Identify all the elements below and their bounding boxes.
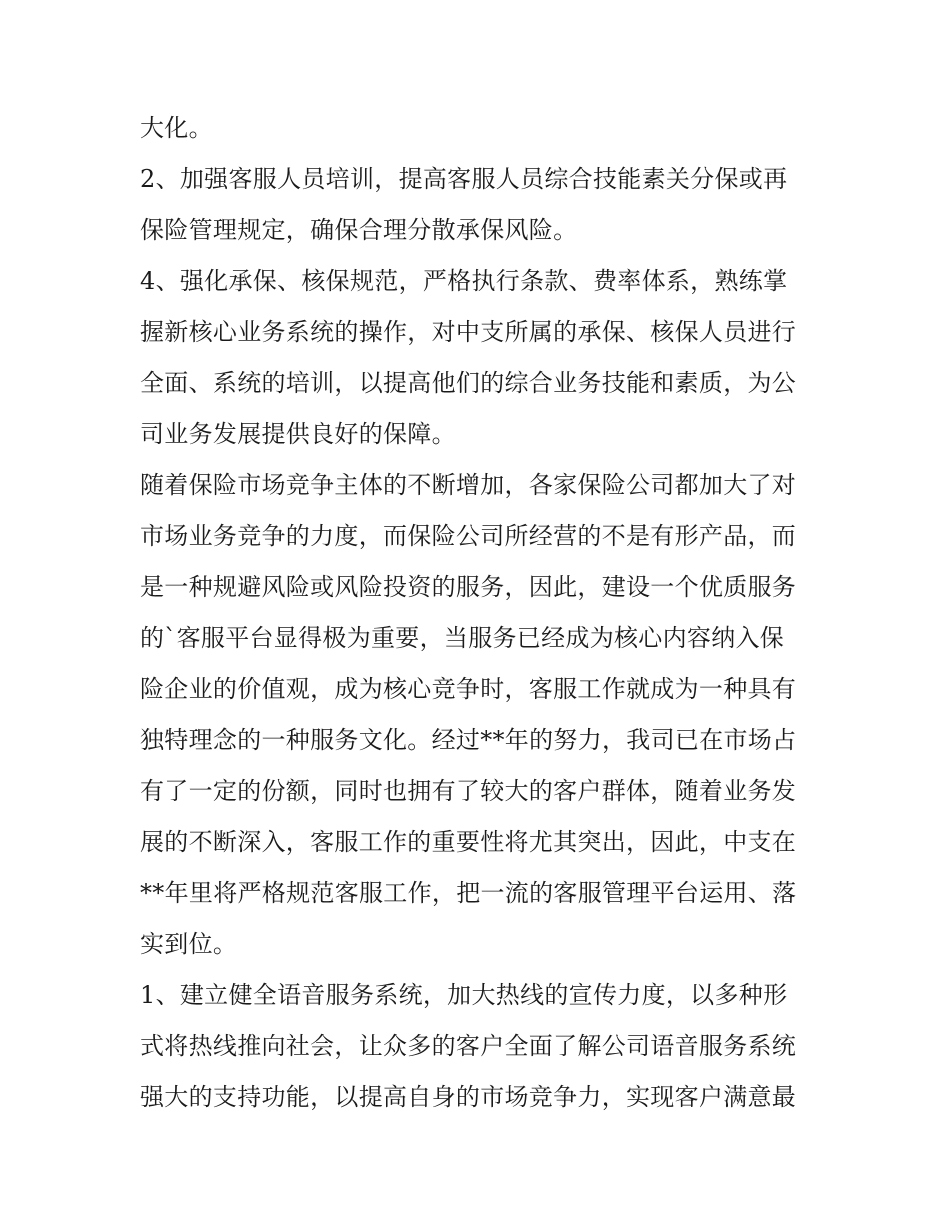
- text-line: 险企业的价值观，成为核心竞争时，客服工作就成为一种具有: [140, 675, 797, 703]
- text-line: 保险管理规定，确保合理分散承保风险。: [140, 216, 578, 244]
- text-line: 市场业务竞争的力度，而保险公司所经营的不是有形产品，而: [140, 522, 797, 550]
- text-line: 是一种规避风险或风险投资的服务，因此，建设一个优质服务: [140, 573, 797, 601]
- text-line: 握新核心业务系统的操作，对中支所属的承保、核保人员进行: [140, 318, 797, 346]
- text-line: 实到位。: [140, 930, 238, 958]
- text-line: 展的不断深入，客服工作的重要性将尤其突出，因此，中支在: [140, 828, 797, 856]
- text-line: 有了一定的份额，同时也拥有了较大的客户群体，随着业务发: [140, 777, 797, 805]
- text-line: 随着保险市场竞争主体的不断增加，各家保险公司都加大了对: [140, 471, 797, 499]
- text-line: 司业务发展提供良好的保障。: [140, 420, 456, 448]
- text-line: 独特理念的一种服务文化。经过**年的努力，我司已在市场占: [140, 726, 797, 754]
- text-line: 全面、系统的培训，以提高他们的综合业务技能和素质，为公: [140, 369, 797, 397]
- text-line: 大化。: [140, 114, 213, 142]
- text-line: 2、加强客服人员培训，提高客服人员综合技能素关分保或再: [140, 165, 788, 193]
- text-line: 4、强化承保、核保规范，严格执行条款、费率体系，熟练掌: [140, 267, 788, 295]
- text-line: 1、建立健全语音服务系统，加大热线的宣传力度，以多种形: [140, 981, 788, 1009]
- text-line: 式将热线推向社会，让众多的客户全面了解公司语音服务系统: [140, 1032, 797, 1060]
- text-line: 强大的支持功能，以提高自身的市场竞争力，实现客户满意最: [140, 1083, 797, 1111]
- text-line: **年里将严格规范客服工作，把一流的客服管理平台运用、落: [140, 879, 797, 907]
- text-line: 的`客服平台显得极为重要，当服务已经成为核心内容纳入保: [140, 624, 785, 652]
